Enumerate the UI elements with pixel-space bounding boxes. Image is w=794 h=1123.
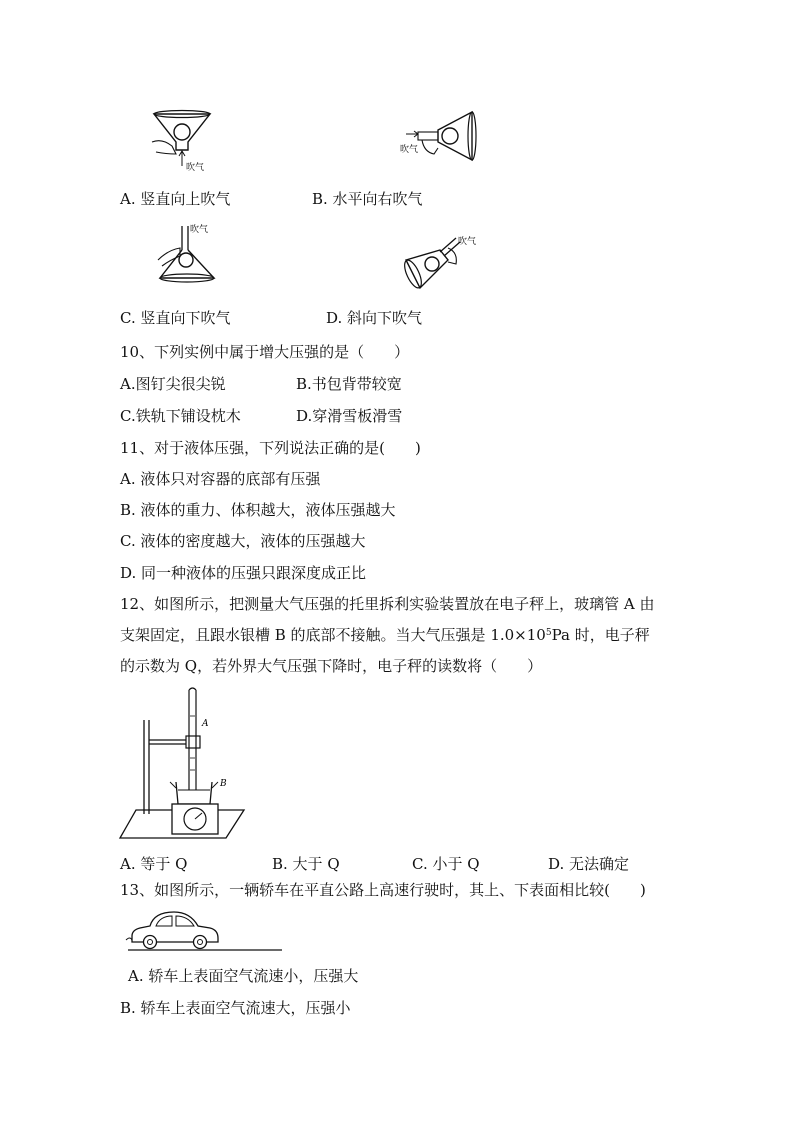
option-13b: B. 轿车上表面空气流速大，压强小 — [120, 999, 351, 1017]
figure-9c-funnel-down — [152, 220, 226, 286]
option-10c: C.铁轨下铺设枕木 — [120, 407, 241, 425]
question-12-line-1: 12、如图所示，把测量大气压强的托里拆利实验装置放在电子秤上，玻璃管 A 由 — [120, 595, 655, 613]
option-10d: D.穿滑雪板滑雪 — [296, 407, 403, 425]
question-10-stem: 10、下列实例中属于增大压强的是（ ） — [120, 343, 410, 361]
figure-13-car-on-road — [124, 906, 286, 954]
option-13a: A. 轿车上表面空气流速小，压强大 — [128, 967, 359, 985]
option-9d: D. 斜向下吹气 — [326, 309, 423, 327]
option-9c: C. 竖直向下吹气 — [120, 309, 231, 327]
figure-9b-label: 吹气 — [400, 145, 419, 155]
figure-9b-funnel-right — [398, 108, 482, 172]
figure-9a-label: 吹气 — [186, 163, 205, 173]
figure-9d-label: 吹气 — [458, 237, 477, 247]
figure-9d-funnel-slant — [398, 230, 484, 292]
question-12-line-3: 的示数为 Q，若外界大气压强下降时，电子秤的读数将（ ） — [120, 657, 543, 675]
question-11-stem: 11、对于液体压强，下列说法正确的是( ) — [120, 439, 421, 457]
figure-9c-label: 吹气 — [190, 225, 209, 235]
question-13-stem: 13、如图所示，一辆轿车在平直公路上高速行驶时，其上、下表面相比较( ) — [120, 881, 646, 899]
figure-9a-funnel-up — [148, 108, 224, 176]
option-12d: D. 无法确定 — [548, 855, 630, 873]
question-12-line-2b: Pa 时，电子秤 — [551, 626, 650, 644]
option-11a: A. 液体只对容器的底部有压强 — [120, 470, 321, 488]
option-11b: B. 液体的重力、体积越大，液体压强越大 — [120, 501, 396, 519]
option-9a: A. 竖直向上吹气 — [120, 190, 231, 208]
option-11c: C. 液体的密度越大，液体的压强越大 — [120, 532, 366, 550]
question-12-line-2 — [120, 625, 650, 645]
question-12-line-2a: 支架固定，且跟水银槽 B 的底部不接触。当大气压强是 1.0×10 — [120, 626, 546, 644]
figure-12-label-a: A — [202, 719, 209, 729]
option-12b: B. 大于 Q — [272, 855, 340, 873]
option-9b: B. 水平向右吹气 — [312, 190, 423, 208]
option-10b: B.书包背带较宽 — [296, 375, 402, 393]
option-11d: D. 同一种液体的压强只跟深度成正比 — [120, 564, 367, 582]
figure-12-label-b: B — [220, 779, 227, 789]
figure-12-torricelli-apparatus — [118, 686, 254, 844]
option-12a: A. 等于 Q — [120, 855, 188, 873]
question-12-exponent: 5 — [545, 628, 552, 638]
option-10a: A.图钉尖很尖锐 — [120, 375, 226, 393]
option-12c: C. 小于 Q — [412, 855, 480, 873]
